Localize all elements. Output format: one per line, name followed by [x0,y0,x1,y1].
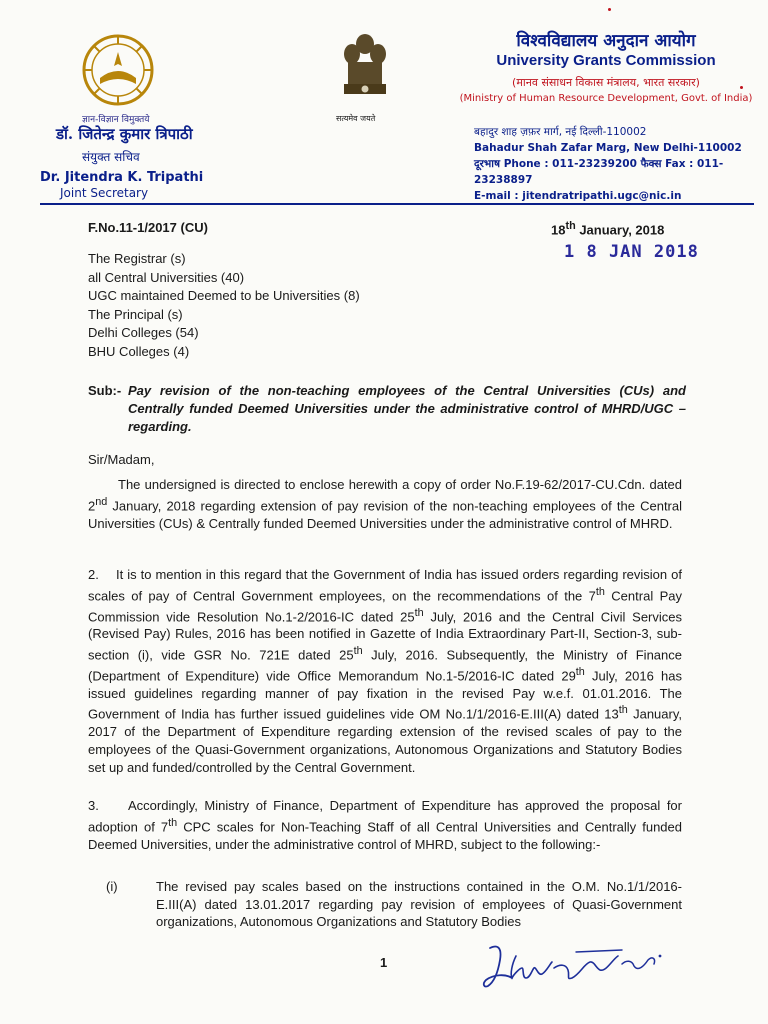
letter-date: 18th January, 2018 [551,220,665,238]
ugc-logo-icon [78,30,158,110]
addressee-list [88,250,360,361]
handwritten-signature [476,934,716,994]
scan-mark [740,86,743,89]
addressee-line: BHU Colleges (4) [88,343,190,359]
email: E-mail : jitendratripathi.ugc@nic.in [474,190,682,202]
paragraph-number: 2. [88,567,99,582]
designation-english: Joint Secretary [60,186,149,200]
sub-item-text: The revised pay scales based on the instructions contained in the O.M. No.1/1/2016-E.III(A) dated 13.01.2017 regarding pay revision of employees of Quasi-Government organizations, Autonomous Organizations and Statutory Bodies [156,879,682,930]
organization-header [456,30,756,106]
addressee-line: Delhi Colleges (54) [88,325,199,340]
subject-label: Sub:- [88,383,122,398]
address-hindi: बहादुर शाह ज़फ़र मार्ग, नई दिल्ली-110002 [474,126,647,138]
scan-mark [608,8,611,11]
phone-fax: दूरभाष Phone : 011-23239200 फैक्स Fax : 011-23238897 [474,158,724,186]
address-english: Bahadur Shah Zafar Marg, New Delhi-110002 [474,142,742,154]
paragraph-number: 3. [88,798,99,813]
org-name-hindi: विश्वविद्यालय अनुदान आयोग [516,31,696,51]
addressee-line: The Principal (s) [88,306,183,322]
addressee-line: UGC maintained Deemed to be Universities (8) [88,288,360,303]
subject-text: Pay revision of the non-teaching employees of the Central Universities (CUs) and Centrally funded Deemed Universities under the administrative control of MHRD/UGC – regarding. [128,383,686,434]
date-stamp: 1 8 JAN 2018 [564,242,699,262]
sub-item-i [106,878,682,931]
salutation: Sir/Madam, [88,452,155,467]
paragraph-3: 3. Accordingly, Ministry of Finance, Department of Expenditure has approved the proposal for adoption of 7th CPC scales for Non-Teaching Staff of all Central Universities and Centrally funded Deemed Universities, under the administrative control of MHRD, subject to the following:- [88,798,682,852]
page-number: 1 [380,955,388,970]
paragraph-1: The undersigned is directed to enclose herewith a copy of order No.F.19-62/2017-CU.Cdn. dated 2nd January, 2018 regarding extension of pay revision of the non-teaching employees of the Central Universities (CUs) & Centrally funded Deemed Universities under the administrative control of MHRD. [88,477,682,531]
paragraph-2: 2. It is to mention in this regard that the Government of India has issued orders regarding revision of scales of pay of Central Government employees, on the recommendations of the 7th Central Pay Commission vide Resolution No.1-2/2016-IC dated 25th July, 2016 and the Central Civil Services (Revised Pay) Rules, 2016 has been notified in Gazette of India Extraordinary Part-II, Section-3, sub-section (i), vide GSR No. 721E dated 25th July, 2016. Subsequently, the Ministry of Finance (Department of Expenditure) vide Office Memorandum No.1-5/2016-IC dated 29th July, 2016 has issued guidelines regarding manner of pay fixation in the revised Pay w.e.f. 01.01.2016. The Government of India has further issued guidelines vide OM No.1/1/2016-E.III(A) dated 13th January, 2017 of the Department of Expenditure regarding extension of the revised scales of pay to the employees of the Quasi-Government organizations, Autonomous Organizations and Statutory Bodies set up and funded/controlled by the Central Government. [88,567,682,775]
sub-item-marker: (i) [106,879,118,894]
subject [88,382,686,436]
file-number: F.No.11-1/2017 (CU) [88,220,208,235]
officer-name-hindi: डॉ. जितेन्द्र कुमार त्रिपाठी [56,125,193,143]
address-block [474,124,768,204]
header-divider [40,203,754,205]
ministry-english: (Ministry of Human Resource Development, Govt. of India) [459,93,753,104]
addressee-line: The Registrar (s) [88,251,186,266]
ugc-motto: ज्ञान-विज्ञान विमुक्तये [82,115,150,125]
designation-hindi: संयुक्त सचिव [82,150,140,164]
ministry-hindi: (मानव संसाधन विकास मंत्रालय, भारत सरकार) [512,76,700,89]
officer-name-english: Dr. Jitendra K. Tripathi [40,170,204,185]
org-name-english: University Grants Commission [496,52,716,69]
addressee-line: all Central Universities (40) [88,269,245,285]
emblem-motto: सत्यमेव जयते [336,114,376,123]
national-emblem-icon [340,30,390,110]
